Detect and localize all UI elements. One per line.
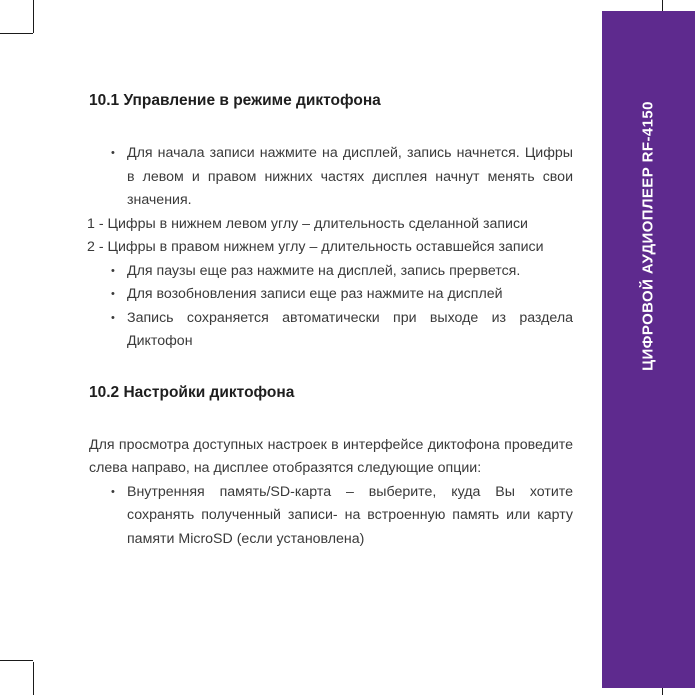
page-content [89,90,573,579]
side-title: ЦИФРОВОЙ АУДИОПЛЕЕР RF-4150 [639,101,657,371]
crop-mark-bottom-left [33,662,34,695]
settings-paragraph: Для просмотра доступных настроек в интерфейсе диктофона проведите слева направо, на дисплее отобразятся следующие опции: [89,436,573,476]
list-item: • Запись сохраняется автоматически при выходе из раздела Диктофон [89,307,573,354]
list-item: • Внутренняя память/SD-карта – выберите, куда Вы хотите сохранять полученный записи- на встроенную память или карту памяти MicroSD (если установлена) [89,481,573,552]
list-item: • Для возобновления записи еще раз нажмите на дисплей [89,283,573,307]
bullet-list [89,142,573,213]
list-item: • Для паузы еще раз нажмите на дисплей, запись прервется. [89,260,573,284]
section-recorder-settings [89,382,573,552]
bullet-list [89,481,573,552]
crop-mark-top-left [33,0,34,33]
bullet-list [89,260,573,354]
crop-mark-top-left-h [0,33,33,34]
section-heading-recorder-settings: 10.2 Настройки диктофона [89,383,295,401]
numbered-line-2: 2 - Цифры в правом нижнем углу – длительность оставшейся записи [87,239,544,255]
numbered-line-1: 1 - Цифры в нижнем левом углу – длительность сделанной записи [87,215,528,232]
list-item: • Для начала записи нажмите на дисплей, запись начнется. Цифры в левом и правом нижних частях дисплея начнут менять свои значения. [89,142,573,213]
section-heading-recorder-control: 10.1 Управление в режиме диктофона [89,92,381,109]
crop-mark-bottom-left-h [0,660,33,661]
section-recorder-control [89,90,573,354]
